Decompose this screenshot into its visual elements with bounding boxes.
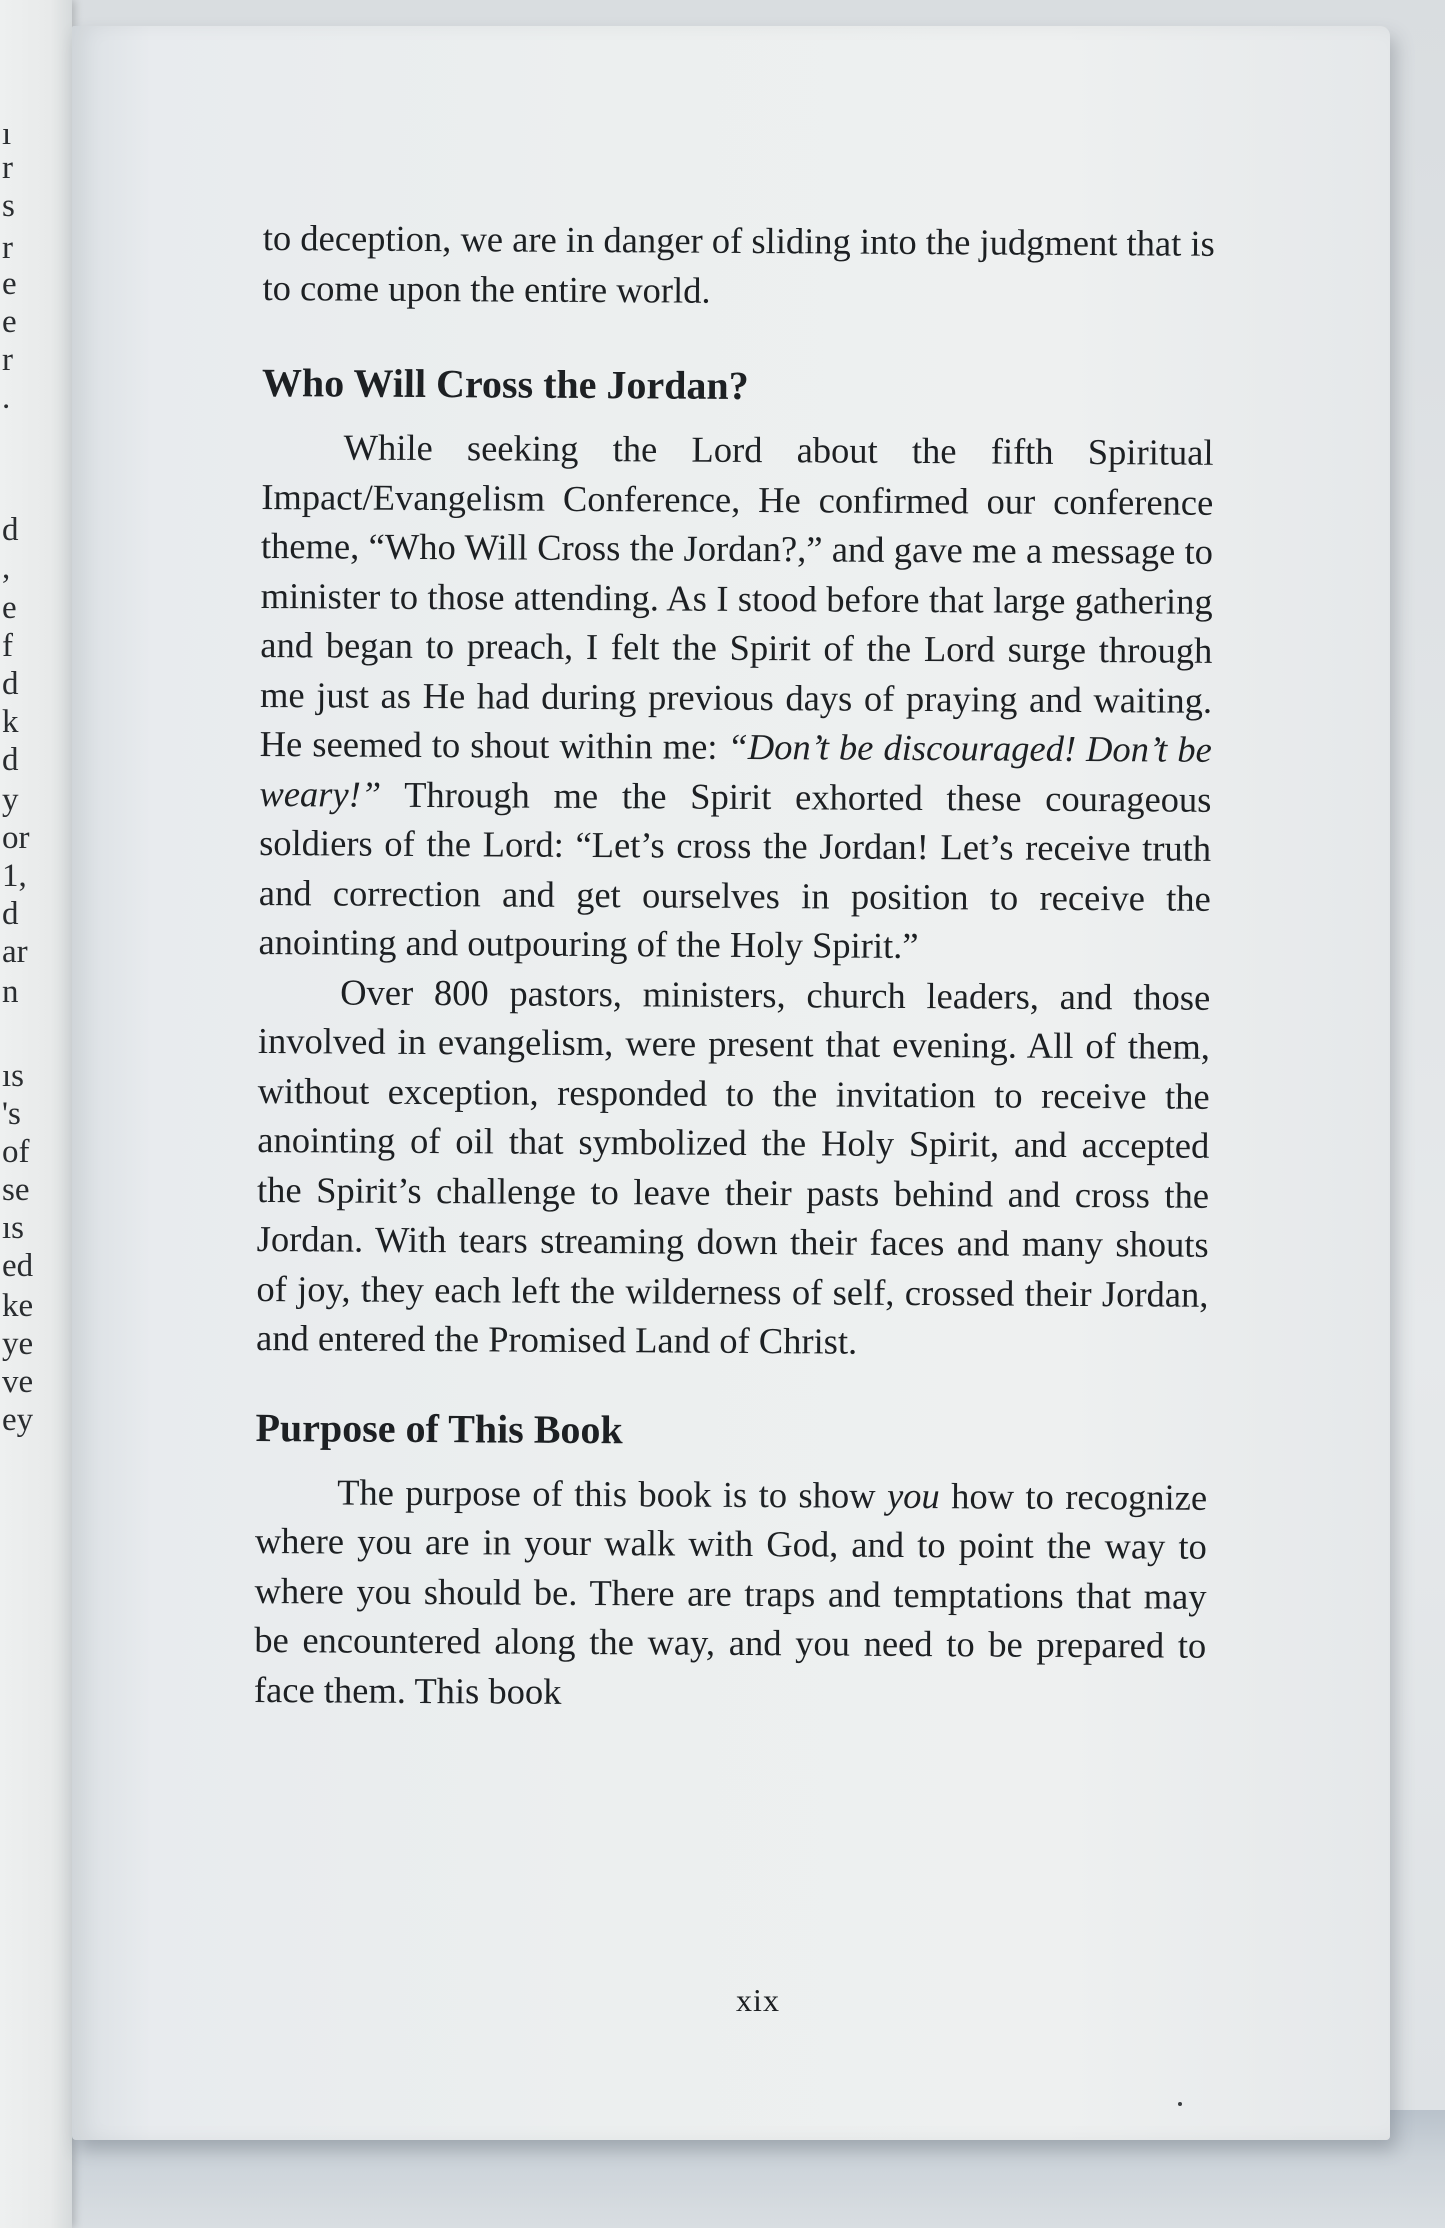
left-page-fragment: k [2,704,19,740]
left-page-fragment: ar [2,934,28,970]
italic-quote: “Don’t be discouraged! Don’t be weary!” [259,725,1212,815]
left-page-fragment: e [2,590,17,626]
italic-emphasis: you [886,1474,940,1516]
left-page-fragment: ye [2,1326,34,1362]
paper-speck [1178,2102,1182,2106]
left-page-fragment: r [2,150,13,186]
paragraph-conference [258,422,1213,972]
left-page-fragment: r [2,230,13,266]
left-page-fragment: y [2,782,19,818]
left-page-fragment: ve [2,1364,34,1400]
left-page-fragment: f [2,628,13,664]
section-heading-purpose: Purpose of This Book [255,1404,623,1452]
left-page-edge [0,0,72,2228]
left-page-fragment: d [2,666,19,702]
paragraph-purpose [254,1466,1207,1719]
opening-paragraph: to deception, we are in danger of sliding into the judgment that is to come upon the entire world. [262,216,1215,311]
left-page-fragment: e [2,266,17,302]
left-page-fragment: of [2,1134,30,1170]
left-page-fragment: 1, [2,858,27,894]
page-text-block [254,213,1215,1720]
left-page-fragment: s [2,188,15,224]
section-heading-cross-jordan: Who Will Cross the Jordan? [261,359,749,408]
left-page-fragment: or [2,820,30,856]
left-page-fragment: d [2,512,19,548]
left-page-fragment: se [2,1172,30,1208]
left-page-fragment: ıs [2,1058,25,1094]
left-page-fragment: ed [2,1248,34,1284]
left-page-fragment: , [2,550,11,586]
page-number: xix [736,1982,780,2018]
left-page-fragment: ey [2,1402,34,1438]
left-page-fragment: ıs [2,1210,25,1246]
left-page-fragment: e [2,304,17,340]
left-page-fragment: ı [2,116,12,152]
paragraph-text: While seeking the Lord about the fifth Spiritual Impact/Evangelism Conference, He confirmed our conference theme, “Who Will Cross the Jordan?,” and gave me a message to minister to those attending. As I stood before that large gathering and began to preach, I felt the Spirit of the Lord surge through me just as He had during previous days of praying and waiting. He seemed to shout within me: [259,426,1214,767]
left-page-fragment: d [2,742,19,778]
left-page-fragment: n [2,974,19,1010]
left-page-fragment: d [2,896,19,932]
left-page-fragment: . [2,380,11,416]
paragraph-text: Through me the Spirit exhorted these courageous soldiers of the Lord: “Let’s cross the Jordan! Let’s receive truth and correction and get ourselves in position to receive the anointing and outpouring of the Holy Spirit.” [258,773,1212,967]
paragraph-text: how to recognize where you are in your walk with God, and to point the way to where you should be. There are traps and temptations that may be encountered along the way, and you need to be prepared to face them. This book [253,1474,1208,1712]
left-page-fragment: 's [2,1096,21,1132]
left-page-fragment: ke [2,1288,34,1324]
paragraph-pastors: Over 800 pastors, ministers, church leaders, and those involved in evangelism, were present that evening. All of them, without exception, responded to the invitation to receive the anointing of oil that symbolized the Holy Spirit, and accepted the Spirit’s challenge to leave their pasts behind and cross the Jordan. With tears streaming down their faces and many shouts of joy, they each left the wilderness of self, crossed their Jordan, and entered the Promised Land of Christ. [256,970,1211,1362]
left-page-fragment: r [2,342,13,378]
paragraph-text: The purpose of this book is to show [337,1470,888,1516]
